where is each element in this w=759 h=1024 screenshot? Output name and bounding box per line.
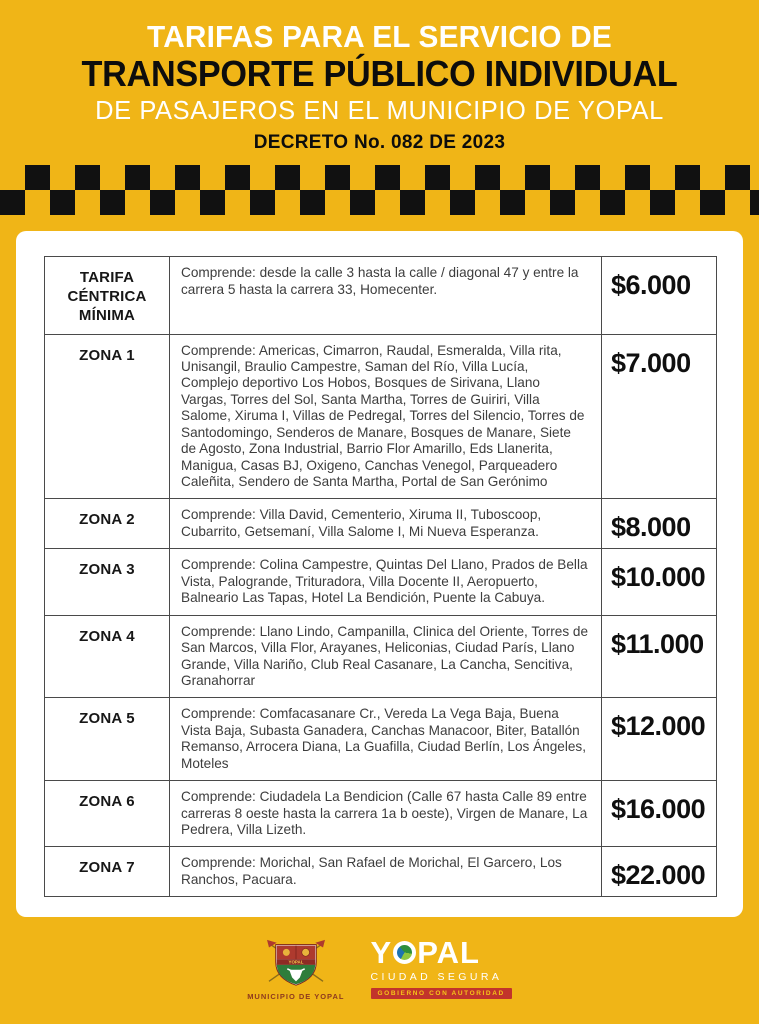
- zone-label: ZONA 1: [45, 334, 170, 499]
- zone-label: TARIFA CÉNTRICA MÍNIMA: [45, 257, 170, 334]
- title-line-2: TRANSPORTE PÚBLICO INDIVIDUAL: [81, 53, 678, 95]
- zone-price: $6.000: [602, 257, 717, 334]
- fare-card: [16, 231, 743, 917]
- yopal-wordmark: [370, 934, 480, 970]
- zone-price: $8.000: [602, 499, 717, 549]
- table-row: [45, 698, 717, 781]
- table-row: [45, 499, 717, 549]
- fare-table: [44, 256, 717, 897]
- zone-description: Comprende: Ciudadela La Bendicion (Calle 67 hasta Calle 89 entre carreras 8 oeste hasta la carrera 1a b oeste), Virgen de Manare, La Pedrera, Villa Lizeth.: [170, 781, 602, 847]
- title-line-3: DE PASAJEROS EN EL MUNICIPIO DE YOPAL: [95, 95, 664, 126]
- crest-caption: MUNICIPIO DE YOPAL: [247, 991, 345, 1001]
- decree-number: DECRETO No. 082 DE 2023: [253, 132, 506, 154]
- zone-description: Comprende: Colina Campestre, Quintas Del Llano, Prados de Bella Vista, Palogrande, Trituradora, Villa Docente II, Aeropuerto, Balneario Las Tapas, Hotel La Bendición, Puente la Cabuya.: [170, 549, 602, 615]
- table-row: [45, 257, 717, 334]
- zone-label: ZONA 3: [45, 549, 170, 615]
- yopal-word-suffix: PAL: [417, 934, 480, 970]
- zone-description: Comprende: Villa David, Cementerio, Xiruma II, Tuboscoop, Cubarrito, Getsemaní, Villa Salome I, Mi Nueva Esperanza.: [170, 499, 602, 549]
- logo-tagline-badge: GOBIERNO CON AUTORIDAD: [371, 988, 512, 999]
- logo-subtitle: CIUDAD SEGURA: [370, 970, 503, 983]
- zone-description: Comprende: Comfacasanare Cr., Vereda La Vega Baja, Buena Vista Baja, Subasta Ganadera, Canchas Manacoor, Biter, Batallón Remanso, Arrocera Diana, La Guafilla, Ciudad Berlín, Los Ángeles, Moteles: [170, 698, 602, 781]
- zone-label: ZONA 4: [45, 615, 170, 698]
- yopal-word-prefix: Y: [370, 934, 393, 970]
- crest-icon: [257, 935, 335, 991]
- yopal-o-globe-icon: [393, 941, 416, 964]
- zone-label: ZONA 7: [45, 847, 170, 897]
- zone-label: ZONA 6: [45, 781, 170, 847]
- footer-logos: [0, 917, 759, 1024]
- municipio-crest: [247, 935, 344, 1001]
- table-row: [45, 781, 717, 847]
- zone-description: Comprende: Llano Lindo, Campanilla, Clinica del Oriente, Torres de San Marcos, Villa Flor, Arayanes, Heliconias, Ciudad París, Llano Grande, Villa Nariño, Club Real Casanare, La Cancha, Sencitiva, Granahorrar: [170, 615, 602, 698]
- zone-description: Comprende: Americas, Cimarron, Raudal, Esmeralda, Villa rita, Unisangil, Braulio Campestre, Saman del Río, Villa Lucía, Complejo deportivo Los Hobos, Bosques de Sirivana, Llano Vargas, Torres del Sol, Santa Martha, Torres de Guiriri, Villa Salome, Xiruma I, Villas de Pedregal, Torres del Silencio, Torres de Santodomingo, Senderos de Manare, Bosques de Manare, Siete de Agosto, Zona Industrial, Barrio Flor Amarillo, Eds Llanerita, Manigua, Casas BJ, Oxigeno, Canchas Venegol, Parqueadero Caleñita, Sendero de Santa Martha, Portal de San Gerónimo: [170, 334, 602, 499]
- yopal-ciudad-segura-logo: [370, 934, 512, 999]
- taxi-checker-band: [0, 165, 759, 215]
- table-row: [45, 549, 717, 615]
- table-row: [45, 847, 717, 897]
- zone-price: $7.000: [602, 334, 717, 499]
- zone-price: $11.000: [602, 615, 717, 698]
- zone-price: $22.000: [602, 847, 717, 897]
- table-row: [45, 334, 717, 499]
- table-row: [45, 615, 717, 698]
- crest-banner-text: YOPAL: [288, 959, 304, 965]
- zone-label: ZONA 5: [45, 698, 170, 781]
- zone-price: $10.000: [602, 549, 717, 615]
- poster-header: [0, 0, 759, 154]
- zone-price: $16.000: [602, 781, 717, 847]
- zone-label: ZONA 2: [45, 499, 170, 549]
- zone-description: Comprende: desde la calle 3 hasta la calle / diagonal 47 y entre la carrera 5 hasta la carrera 33, Homecenter.: [170, 257, 602, 334]
- zone-price: $12.000: [602, 698, 717, 781]
- title-line-1: TARIFAS PARA EL SERVICIO DE: [147, 19, 612, 54]
- zone-description: Comprende: Morichal, San Rafael de Morichal, El Garcero, Los Ranchos, Pacuara.: [170, 847, 602, 897]
